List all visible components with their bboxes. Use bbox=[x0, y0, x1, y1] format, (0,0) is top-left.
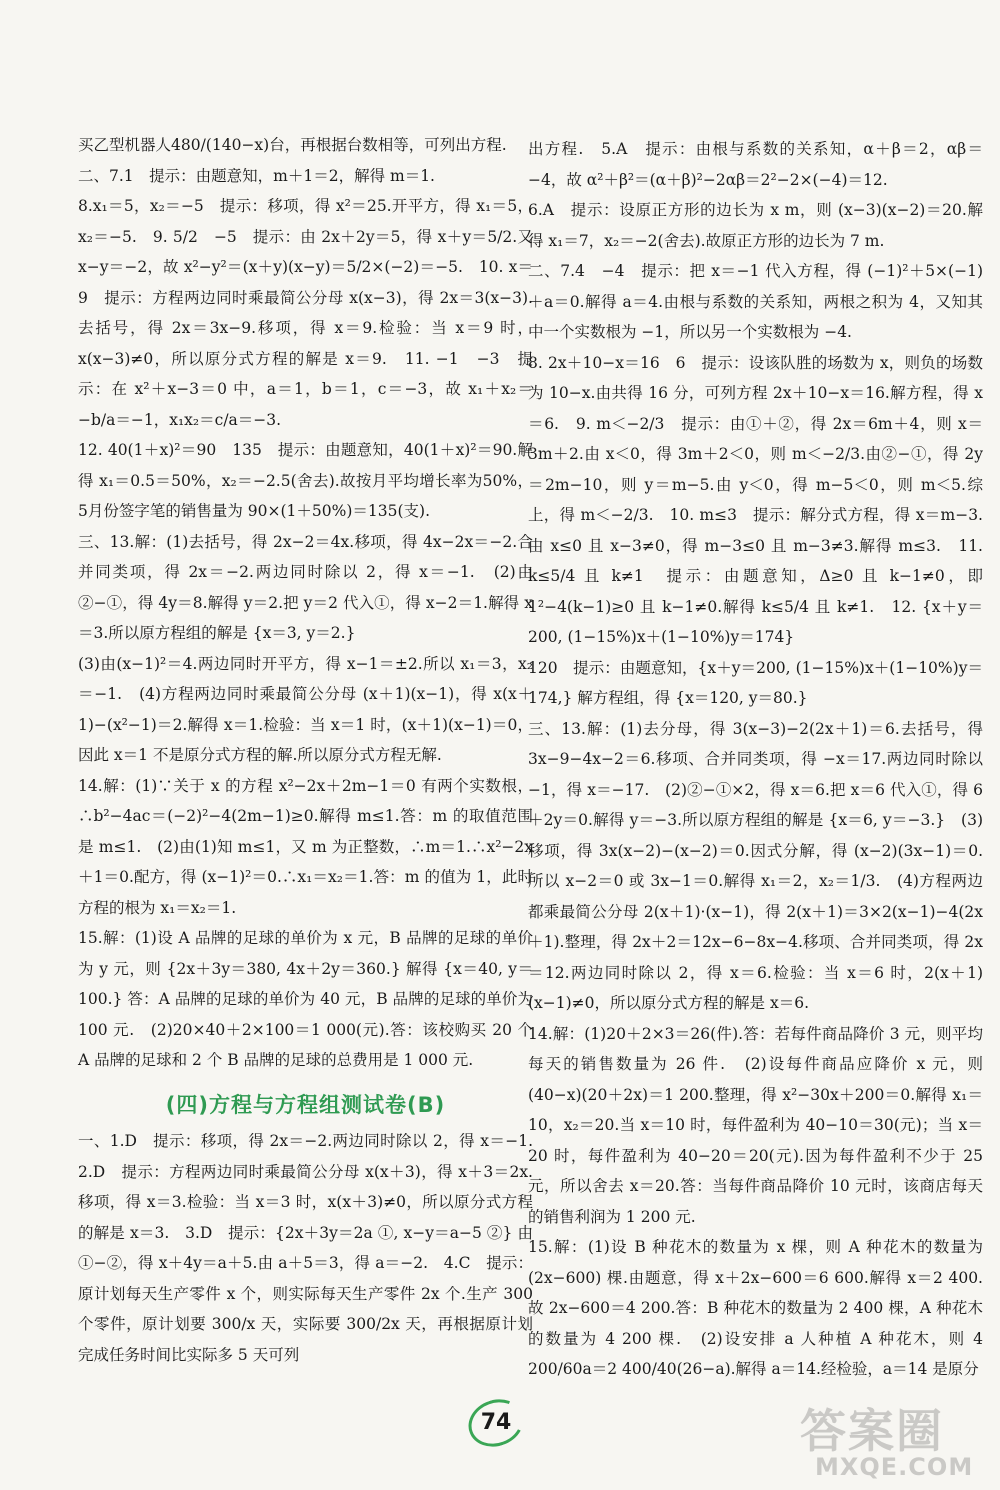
paragraph: 15.解：(1)设 B 种花木的数量为 x 棵，则 A 种花木的数量为 (2x−600) 棵.由题意，得 x＋2x−600＝6 600.解得 x＝2 400.故 2x−600＝4 200.答：B 种花木的数量为 2 400 棵，A 种花木的数量为 4 200 棵. (2)设安排 a 人种植 A 种花木，则 4 200/60a＝2 400/40(26−a).解得 a＝14.经检验，a＝14 是原分 bbox=[528, 1238, 983, 1378]
paragraph: 8.x₁＝5，x₂＝−5 提示：移项，得 x²＝25.开平方，得 x₁＝5，x₂＝−5. 9. 5/2 −5 提示：由 2x＋2y＝5，得 x＋y＝5/2.又 x−y＝−2，故 x²−y²＝(x＋y)(x−y)＝5/2×(−2)＝−5. 10. x＝9 提示：方程两边同时乘最简公分母 x(x−3)，得 2x＝3(x−3).去括号，得 2x＝3x−9.移项，得 x＝9.检验：当 x＝9 时，x(x−3)≠0，所以原分式方程的解是 x＝9. 11. −1 −3 提示：在 x²＋x−3＝0 中，a＝1，b＝1，c＝−3，故 x₁＋x₂＝−b/a＝−1，x₁x₂＝c/a＝−3. bbox=[78, 197, 533, 429]
paragraph: 15.解：(1)设 A 品牌的足球的单价为 x 元，B 品牌的足球的单价为 y 元，则 {2x＋3y＝380, 4x＋2y＝360.} 解得 {x＝40, y＝100.} 答：A 品牌的足球的单价为 40 元，B 品牌的足球的单价为 100 元. (2)20×40＋2×100＝1 000(元).答：该校购买 20 个 A 品牌的足球和 2 个 B 品牌的足球的总费用是 1 000 元. bbox=[78, 929, 533, 1069]
page-number-badge bbox=[468, 1400, 524, 1446]
paragraph: 二、7.4 −4 提示：把 x＝−1 代入方程，得 (−1)²＋5×(−1)＋a＝0.解得 a＝4.由根与系数的关系知，两根之积为 4，又知其中一个实数根为 −1，所以另一个实数根为 −4. bbox=[528, 262, 983, 341]
paragraph: 一、1.D 提示：移项，得 2x＝−2.两边同时除以 2，得 x＝−1. 2.D 提示：方程两边同时乘最简公分母 x(x＋3)，得 x＋3＝2x.移项，得 x＝3.检验：当 x＝3 时，x(x＋3)≠0，所以原分式方程的解是 x＝3. 3.D 提示：{2x＋3y＝2a ①, x−y＝a−5 ②} 由①−②，得 x＋4y＝a＋5.由 a＋5＝3，得 a＝−2. 4.C 提示：原计划每天生产零件 x 个，则实际每天生产零件 2x 个.生产 300 个零件，原计划要 300/x 天，实际要 300/2x 天，再根据原计划完成任务时间比实际多 5 天可列 bbox=[78, 1132, 549, 1364]
paragraph: 三、13.解：(1)去括号，得 2x−2＝4x.移项，得 4x−2x＝−2.合并同类项，得 2x＝−2.两边同时除以 2，得 x＝−1. (2)由②−①，得 4y＝8.解得 y＝2.把 y＝2 代入①，得 x−2＝1.解得 x＝3.所以原方程组的解是 {x＝3, y＝2.} bbox=[78, 532, 533, 642]
paragraph: 二、7.1 提示：由题意知，m＋1＝2，解得 m＝1. bbox=[78, 166, 435, 185]
watermark-url: MXQE.COM bbox=[815, 1453, 974, 1481]
paragraph: 14.解：(1)∵关于 x 的方程 x²−2x＋2m−1＝0 有两个实数根，∴b²−4ac＝(−2)²−4(2m−1)≥0.解得 m≤1.答：m 的取值范围是 m≤1. (2)由(1)知 m≤1，又 m 为正整数，∴m＝1.∴x²−2x＋1＝0.配方，得 (x−1)²＝0.∴x₁＝x₂＝1.答：m 的值为 1，此时方程的根为 x₁＝x₂＝1. bbox=[78, 776, 533, 917]
left-column bbox=[78, 130, 549, 1370]
section-title: (四)方程与方程组测试卷(B) bbox=[165, 1092, 446, 1117]
paragraph: 12. 40(1＋x)²＝90 135 提示：由题意知，40(1＋x)²＝90.解得 x₁＝0.5＝50%，x₂＝−2.5(舍去).故按月平均增长率为50%，5月份签字笔的销售量为 90×(1＋50%)＝135(支). bbox=[78, 441, 533, 520]
right-column bbox=[528, 134, 983, 1385]
paragraph: 120 提示：由题意知，{x＋y＝200, (1−15%)x＋(1−10%)y＝174,} 解方程组，得 {x＝120, y＝80.} bbox=[528, 658, 983, 707]
paragraph: (3)由(x−1)²＝4.两边同时开平方，得 x−1＝±2.所以 x₁＝3，x₂＝−1. (4)方程两边同时乘最简公分母 (x＋1)(x−1)，得 x(x＋1)−(x²−1)＝2.解得 x＝1.检验：当 x＝1 时，(x＋1)(x−1)＝0，因此 x＝1 不是原分式方程的解.所以原分式方程无解. bbox=[78, 654, 533, 764]
watermark-logo bbox=[795, 1395, 1000, 1490]
page-number: 74 bbox=[480, 1410, 512, 1435]
paragraph: 出方程. 5.A 提示：由根与系数的关系知，α＋β＝2，αβ＝−4，故 α²＋β²＝(α＋β)²−2αβ＝2²−2×(−4)＝12. bbox=[528, 140, 983, 189]
paragraph: 三、13.解：(1)去分母，得 3(x−3)−2(2x＋1)＝6.去括号，得 3x−9−4x−2＝6.移项、合并同类项，得 −x＝17.两边同时除以 −1，得 x＝−17. (2)②−①×2，得 x＝6.把 x＝6 代入①，得 6＋2y＝0.解得 y＝−3.所以原方程组的解是 {x＝6, y＝−3.} (3)移项，得 3x(x−2)−(x−2)＝0.因式分解，得 (x−2)(3x−1)＝0.所以 x−2＝0 或 3x−1＝0.解得 x₁＝2，x₂＝1/3. (4)方程两边都乘最简公分母 2(x＋1)·(x−1)，得 2(x＋1)＝3×2(x−1)−4(2x＋1).整理，得 2x＋2＝12x−6−8x−4.移项、合并同类项，得 2x＝12.两边同时除以 2，得 x＝6.检验：当 x＝6 时，2(x＋1)(x−1)≠0，所以原分式方程的解是 x＝6. bbox=[528, 719, 983, 1012]
paragraph: 14.解：(1)20＋2×3＝26(件).答：若每件商品降价 3 元，则平均每天的销售数量为 26 件. (2)设每件商品应降价 x 元，则 (40−x)(20＋2x)＝1 200.整理，得 x²−30x＋200＝0.解得 x₁＝10，x₂＝20.当 x＝10 时，每件盈利为 40−10＝30(元)；当 x＝20 时，每件盈利为 40−20＝20(元).因为每件盈利不少于 25 元，所以舍去 x＝20.答：当每件商品降价 10 元时，该商店每天的销售利润为 1 200 元. bbox=[528, 1024, 983, 1226]
paragraph: 买乙型机器人480/(140−x)台，再根据台数相等，可列出方程. bbox=[78, 136, 507, 154]
watermark-text: 答案圈 bbox=[800, 1404, 944, 1458]
paragraph: 6.A 提示：设原正方形的边长为 x m，则 (x−3)(x−2)＝20.解得 x₁＝7，x₂＝−2(舍去).故原正方形的边长为 7 m. bbox=[528, 201, 983, 250]
paragraph: 8. 2x＋10−x＝16 6 提示：设该队胜的场数为 x，则负的场数为 10−x.由共得 16 分，可列方程 2x＋10−x＝16.解方程，得 x＝6. 9. m＜−2/3 提示：由①＋②，得 2x＝6m＋4，则 x＝3m＋2.由 x＜0，得 3m＋2＜0，则 m＜−2/3.由②−①，得 2y＝2m−10，则 y＝m−5.由 y＜0，得 m−5＜0，则 m＜5.综上，得 m＜−2/3. 10. m≤3 提示：解分式方程，得 x＝m−3.由 x≤0 且 x−3≠0，得 m−3≤0 且 m−3≠3.解得 m≤3. 11. k≤5/4 且 k≠1 提示：由题意知，Δ≥0 且 k−1≠0，即 1²−4(k−1)≥0 且 k−1≠0.解得 k≤5/4 且 k≠1. 12. {x＋y＝200, (1−15%)x＋(1−10%)y＝174} bbox=[528, 353, 983, 646]
